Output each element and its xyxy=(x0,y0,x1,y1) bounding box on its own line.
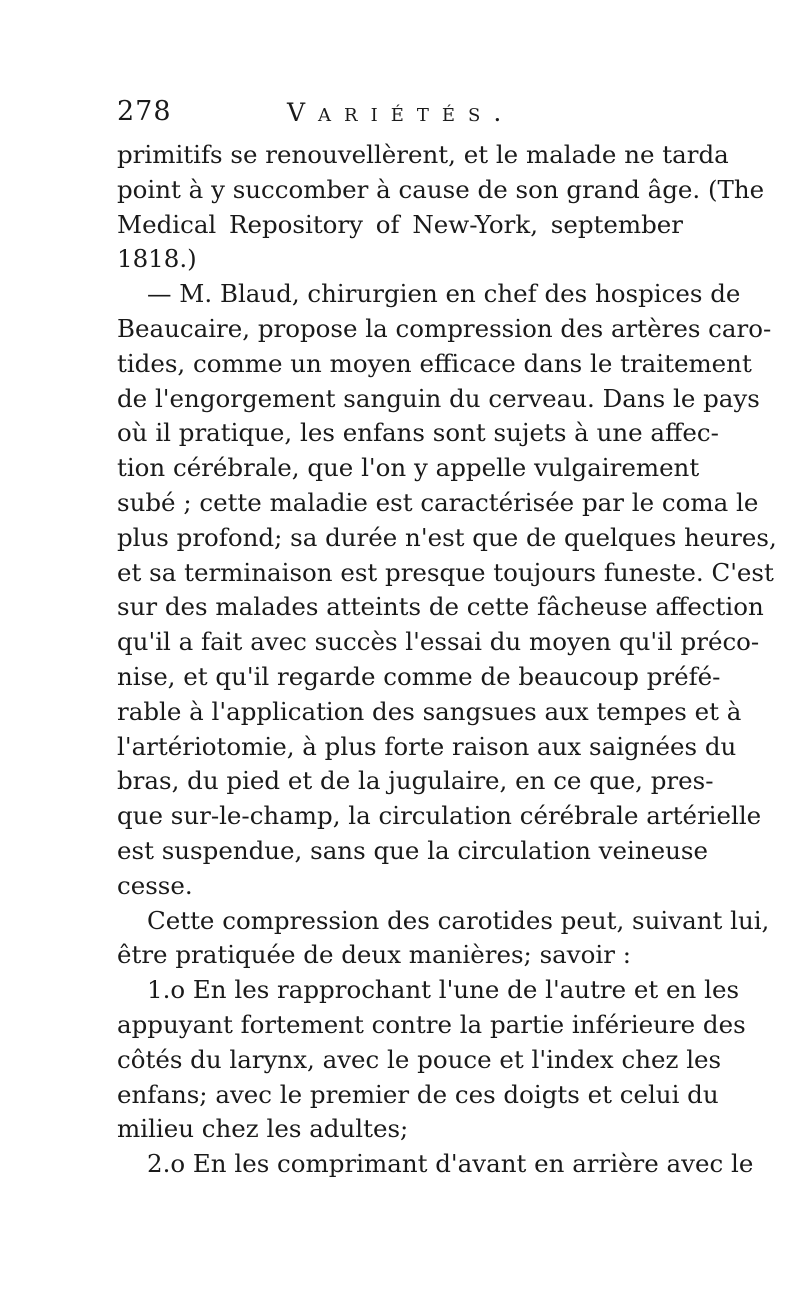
text-line: enfans; avec le premier de ces doigts et celui du xyxy=(117,1079,719,1109)
text-line: nise, et qu'il regarde comme de beaucoup préfé- xyxy=(117,661,721,691)
text-line: où il pratique, les enfans sont sujets à une affec- xyxy=(117,418,719,448)
text-line: que sur-le-champ, la circulation cérébrale artérielle xyxy=(117,801,762,831)
text-line: appuyant fortement contre la partie inférieure des xyxy=(117,1009,746,1039)
text-line: Medical Repository of New-York, september xyxy=(117,209,683,239)
text-line: qu'il a fait avec succès l'essai du moyen qu'il préco- xyxy=(117,627,760,657)
text-line: point à y succomber à cause de son grand âge. (The xyxy=(117,174,765,204)
text-line: subé ; cette maladie est caractérisée par le coma le xyxy=(117,487,759,517)
text-line: de l'engorgement sanguin du cerveau. Dans le pays xyxy=(117,383,760,413)
text-line: Beaucaire, propose la compression des artères caro- xyxy=(117,313,772,343)
text-line: plus profond; sa durée n'est que de quelques heures, xyxy=(117,522,777,552)
text-line: est suspendue, sans que la circulation veineuse xyxy=(117,835,708,865)
text-line: sur des malades atteints de cette fâcheuse affection xyxy=(117,592,764,622)
text-line: Cette compression des carotides peut, suivant lui, xyxy=(147,905,770,935)
text-line: bras, du pied et de la jugulaire, en ce que, pres- xyxy=(117,766,714,796)
text-line: et sa terminaison est presque toujours funeste. C'est xyxy=(117,557,774,587)
text-line: l'artériotomie, à plus forte raison aux saignées du xyxy=(117,731,737,761)
text-line: cesse. xyxy=(117,870,193,900)
text-line: rable à l'application des sangsues aux tempes et à xyxy=(117,696,742,726)
text-line: 2.o En les comprimant d'avant en arrière avec le xyxy=(147,1149,754,1179)
running-title: Variétés. xyxy=(287,98,515,127)
body-text xyxy=(117,138,777,1182)
text-line: côtés du larynx, avec le pouce et l'index chez les xyxy=(117,1044,722,1074)
text-line: milieu chez les adultes; xyxy=(117,1114,409,1144)
text-line: tides, comme un moyen efficace dans le traitement xyxy=(117,348,752,378)
page-number: 278 xyxy=(117,96,172,127)
text-line: primitifs se renouvellèrent, et le malade ne tarda xyxy=(117,140,729,169)
text-line: 1.o En les rapprochant l'une de l'autre et en les xyxy=(147,975,740,1005)
page-header xyxy=(117,96,677,136)
text-line: tion cérébrale, que l'on y appelle vulgairement xyxy=(117,453,700,483)
text-line: 1818.) xyxy=(117,244,197,274)
text-line: — M. Blaud, chirurgien en chef des hospices de xyxy=(147,279,741,309)
text-line: être pratiquée de deux manières; savoir : xyxy=(117,940,631,970)
